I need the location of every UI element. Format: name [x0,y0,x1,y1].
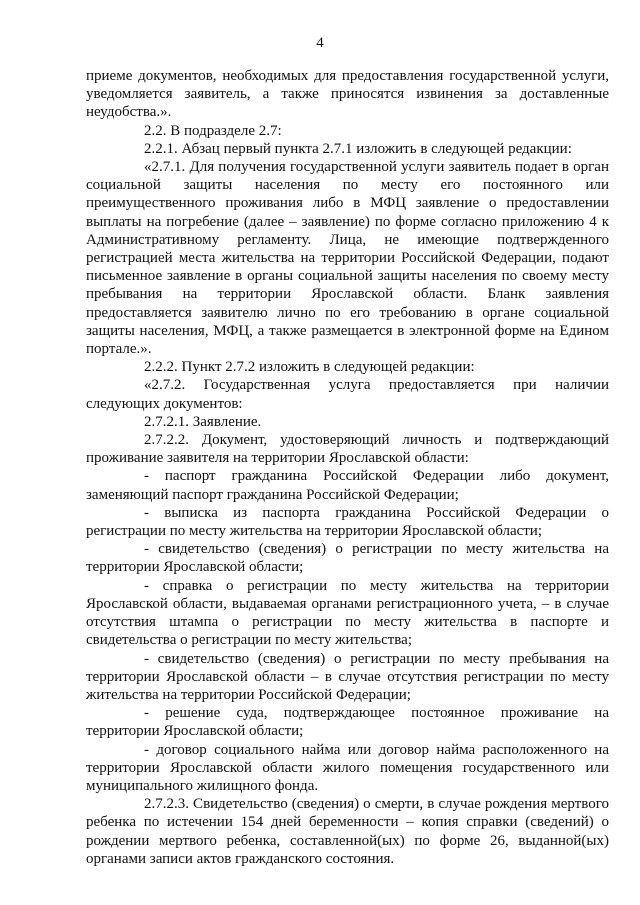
list-item-registration-certificate: - свидетельство (сведения) о регистрации по месту жительства на территории Ярославской области; [86,541,609,576]
paragraph-2-7-2-3: 2.7.2.3. Свидетельство (сведения) о смерти, в случае рождения мертвого ребенка по истечении 154 дней беременности – копия справки (сведений) о рождении мертвого ребенка, составленной(ых) по форме 26, выданной(ых) органами записи актов гражданского состояния. [86,796,609,867]
page-number: 4 [316,35,324,51]
paragraph-2-7-1: «2.7.1. Для получения государственной услуги заявитель подает в орган социальной защиты населения по месту его постоянного или преимущественного проживания либо в МФЦ заявление о предоставлении выплаты на погребение (далее – заявление) по форме согласно приложению 4 к Административному регламенту. Лица, не имеющие подтвержденного регистрацией места жительства на территории Российской Федерации, подают письменное заявление в органы социальной защиты населения по своему месту пребывания на территории Ярославской области. Бланк заявления предоставляется заявителю лично по его требованию в органе социальной защиты населения, МФЦ, а также размещается в электронной форме на Едином портале.». [86,159,609,358]
paragraph-2-2-2: 2.2.2. Пункт 2.7.2 изложить в следующей редакции: [144,359,475,376]
paragraph-continuation: приеме документов, необходимых для предоставления государственной услуги, уведомляется заявитель, а также приносятся извинения за доставленные неудобства.». [86,68,609,121]
list-item-registration-reference: - справка о регистрации по месту жительства на территории Ярославской области, выдаваемая органами регистрационного учета, – в случае отсутствия штампа о регистрации по месту жительства в паспорте и свидетельства о регистрации по месту жительства; [86,577,609,649]
paragraph-2-7-2-1: 2.7.2.1. Заявление. [144,413,262,430]
list-item-passport: - паспорт гражданина Российской Федерации либо документ, заменяющий паспорт гражданина Российской Федерации; [86,468,609,503]
list-item-court-decision: - решение суда, подтверждающее постоянное проживание на территории Ярославской области; [86,705,609,740]
list-item-stay-certificate: - свидетельство (сведения) о регистрации по месту пребывания на территории Ярославской области – в случае отсутствия регистрации по месту жительства на территории Российской Федерации; [86,650,609,703]
paragraph-2-2: 2.2. В подразделе 2.7: [144,122,282,139]
list-item-lease-agreement: - договор социального найма или договор найма расположенного на территории Ярославской области жилого помещения государственного или муниципального жилищного фонда. [86,741,609,794]
paragraph-2-7-2: «2.7.2. Государственная услуга предоставляется при наличии следующих документов: [86,377,609,412]
document-body [86,67,609,868]
paragraph-2-2-1: 2.2.1. Абзац первый пункта 2.7.1 изложить в следующей редакции: [144,140,572,157]
list-item-passport-extract: - выписка из паспорта гражданина Российской Федерации о регистрации по месту жительства на территории Ярославской области; [86,504,609,540]
paragraph-2-7-2-2: 2.7.2.2. Документ, удостоверяющий личность и подтверждающий проживание заявителя на территории Ярославской области: [86,432,609,467]
